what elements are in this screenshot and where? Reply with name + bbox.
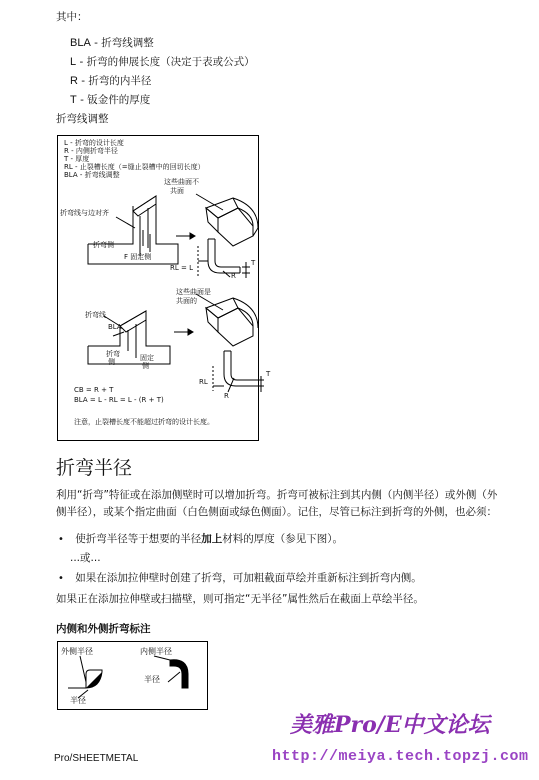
label-bend-line: 折弯线 — [85, 311, 106, 319]
section-title-inner-outer: 内侧和外侧折弯标注 — [56, 623, 151, 635]
label-radius: 半径 — [70, 696, 86, 705]
formula-bla: BLA = L - RL = L - (R + T) — [74, 396, 164, 404]
bullet-item — [58, 532, 343, 547]
bullet-icon: • — [58, 573, 64, 584]
label-not-coplanar: 这些曲面不 — [164, 178, 199, 186]
footer-label: Pro/SHEETMETAL — [54, 753, 139, 764]
bend-adjust-figure — [57, 135, 271, 441]
intro-label: 其中： — [56, 11, 88, 23]
definition-term: T — [70, 94, 77, 106]
paragraph-line: 利用“折弯”特征或在添加侧壁时可以增加折弯。折弯可被标注到其内侧（内侧半径）或外侧（外 — [56, 489, 498, 501]
bullet-text: 使折弯半径等于想要的半径 — [75, 533, 202, 545]
or-text: ...或... — [70, 552, 101, 564]
watermark-title: 美雅Pro/E中文论坛 — [290, 712, 490, 738]
section-title-bend-line-adjust: 折弯线调整 — [56, 113, 109, 125]
bullet-text: 材料的厚度（参见下图）。 — [222, 533, 343, 545]
label-bend-side: 侧 — [108, 358, 115, 366]
watermark-url: http://meiya.tech.topzj.com — [272, 748, 529, 765]
label-rl: RL — [199, 378, 208, 386]
paragraph-line: 侧半径），或某个指定曲面（白色侧面或绿色侧面）。记住，尽管已标注到折弯的外侧，也必须： — [56, 506, 497, 518]
section-title-bend-radius: 折弯半径 — [56, 457, 133, 479]
bullet-bold-text: 加上 — [201, 533, 223, 545]
label-fixed-side: 固定 — [140, 354, 154, 362]
definition-desc: - 折弯的内半径 — [77, 75, 152, 87]
definition-term: BLA — [70, 37, 91, 49]
figure-legend-line: RL - 止裂槽长度（=缝止裂槽中的回切长度） — [64, 163, 205, 171]
label-inner-radius: 内侧半径 — [140, 647, 172, 656]
label-radius: 半径 — [144, 675, 160, 684]
definition-bla — [70, 36, 154, 50]
bullet-icon: • — [58, 534, 64, 545]
inner-outer-drawing — [58, 642, 207, 709]
formula-cb: CB = R + T — [74, 386, 114, 394]
bullet-text: 如果在添加拉伸壁时创建了折弯，可加粗截面草绘并重新标注到折弯内侧。 — [75, 572, 422, 584]
label-not-coplanar: 共面 — [170, 187, 184, 195]
label-fixed-side: 侧 — [142, 362, 149, 370]
paragraph-line: 如果正在添加拉伸壁或扫描壁，则可指定“无半径”属性然后在截面上草绘半径。 — [56, 593, 424, 605]
figure-legend-line: R - 内侧折弯半径 — [64, 147, 118, 155]
definition-l — [70, 55, 255, 69]
label-fixed-side: F 固定侧 — [124, 253, 152, 261]
inner-outer-figure — [57, 641, 208, 710]
label-bend-align: 折弯线与边对齐 — [60, 209, 109, 217]
definition-term: R — [70, 75, 78, 87]
definition-term: L — [70, 56, 77, 68]
figure-note: 注意，止裂槽长度不能超过折弯的设计长度。 — [74, 418, 214, 426]
label-bla: BLA — [108, 323, 122, 331]
definition-t — [70, 93, 150, 107]
label-r: R — [231, 272, 236, 280]
label-bend-side: 折弯 — [106, 350, 120, 358]
label-r: R — [224, 392, 229, 400]
definition-desc: - 折弯的伸展长度（决定于表或公式） — [76, 56, 255, 68]
figure-legend-line: L - 折弯的设计长度 — [64, 139, 124, 147]
label-t: T — [251, 259, 256, 267]
definition-desc: - 钣金件的厚度 — [76, 94, 151, 106]
label-rl-eq-l: RL = L — [170, 264, 193, 272]
figure-legend-line: BLA - 折弯线调整 — [64, 171, 120, 179]
label-coplanar: 共面的 — [176, 297, 197, 305]
definition-desc: - 折弯线调整 — [90, 37, 154, 49]
label-outer-radius: 外侧半径 — [61, 647, 93, 656]
label-coplanar: 这些曲面是 — [176, 288, 211, 296]
bullet-item — [58, 571, 422, 586]
figure-legend-line: T - 厚度 — [64, 155, 90, 163]
definition-r — [70, 74, 151, 88]
label-t: T — [266, 370, 271, 378]
label-bend-side: 折弯侧 — [93, 241, 114, 249]
